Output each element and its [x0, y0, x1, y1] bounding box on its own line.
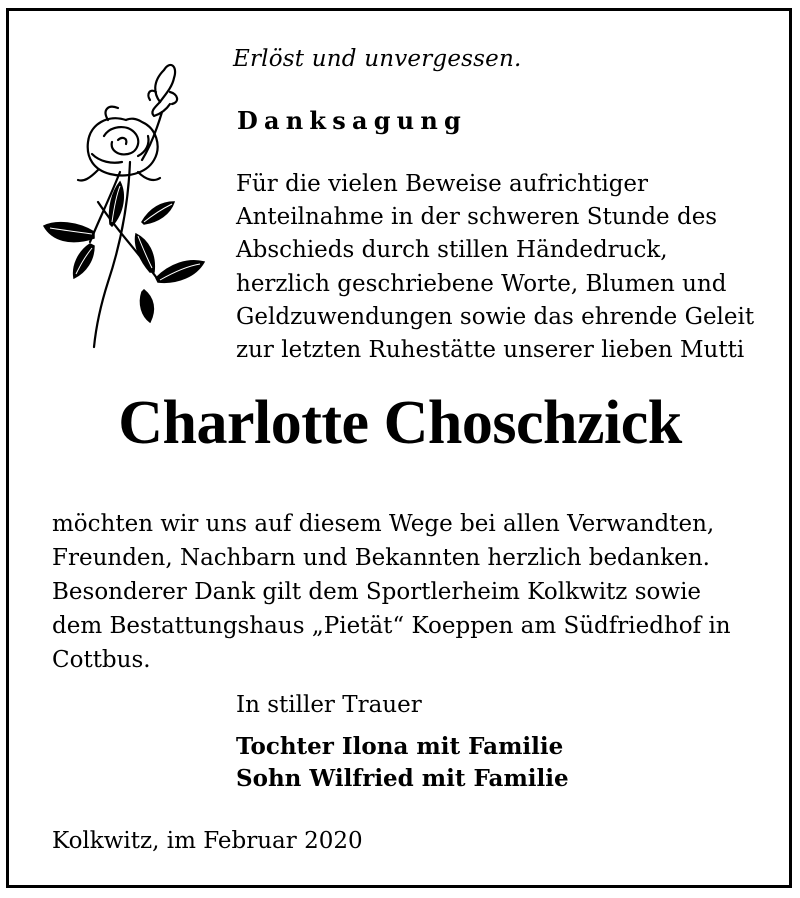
intro-line: herzlich geschriebene Worte, Blumen und [236, 270, 727, 297]
closing-phrase: In stiller Trauer [236, 692, 422, 718]
rose-icon [38, 52, 208, 352]
page-title: Danksagung [237, 106, 467, 135]
intro-line: Geldzuwendungen sowie das ehrende Geleit [236, 303, 755, 330]
thanks-line: Freunden, Nachbarn und Bekannten herzlich bedanken. [52, 545, 710, 571]
signer: Sohn Wilfried mit Familie [236, 765, 569, 792]
intro-text [236, 168, 754, 367]
thanks-line: dem Bestattungshaus „Pietät“ Koeppen am Südfriedhof in [52, 613, 731, 639]
deceased-name: Charlotte Choschzick [118, 389, 682, 457]
intro-line: zur letzten Ruhestätte unserer lieben Mutti [236, 337, 745, 364]
signers [236, 731, 569, 795]
thanks-line: Cottbus. [52, 647, 151, 673]
intro-line: Für die vielen Beweise aufrichtiger [236, 171, 649, 197]
intro-line: Anteilnahme in der schweren Stunde des [236, 204, 718, 231]
signer: Tochter Ilona mit Familie [236, 733, 564, 760]
thanks-text [52, 507, 731, 677]
thanks-line: möchten wir uns auf diesem Wege bei allen Verwandten, [52, 511, 715, 537]
place-date: Kolkwitz, im Februar 2020 [52, 828, 363, 854]
thanks-line: Besonderer Dank gilt dem Sportlerheim Kolkwitz sowie [52, 579, 702, 605]
motto: Erlöst und unvergessen. [233, 46, 522, 72]
intro-line: Abschieds durch stillen Händedruck, [236, 237, 668, 264]
